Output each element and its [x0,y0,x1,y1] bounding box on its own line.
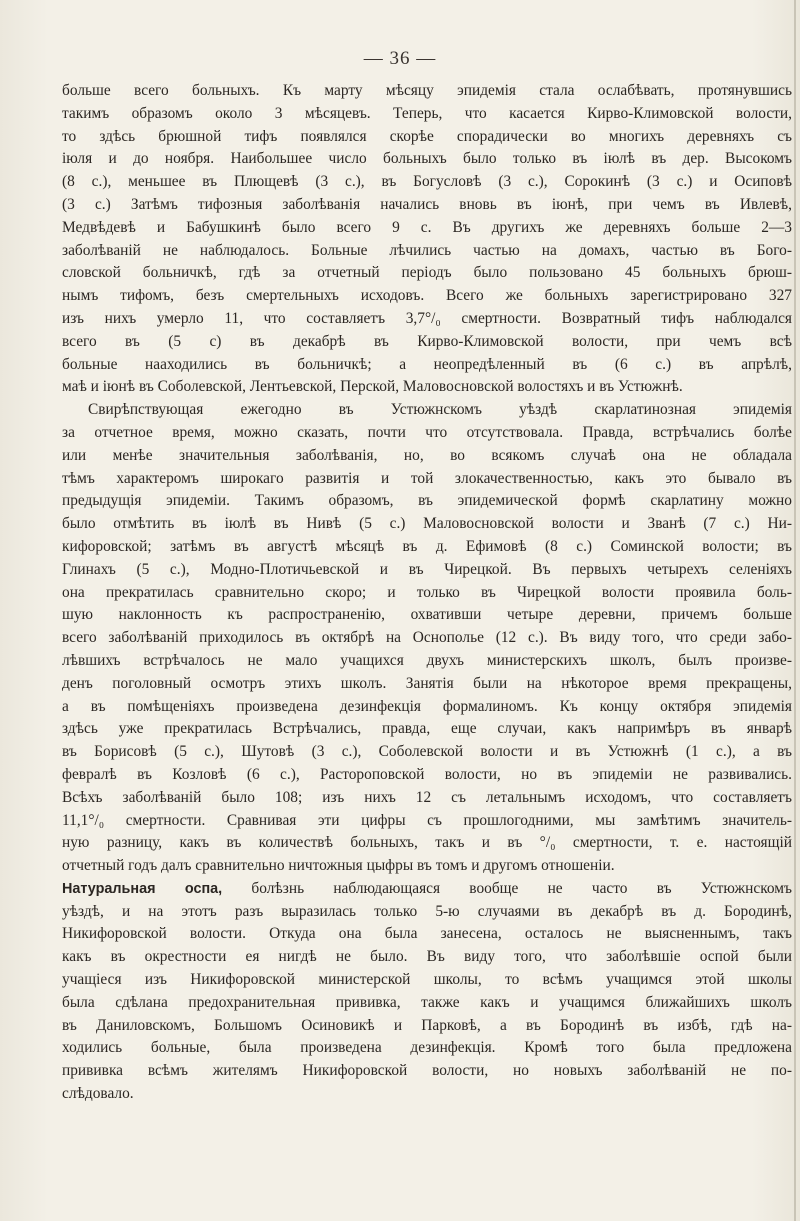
text-line: за отчетное время, можно сказать, почти что отсутствовала. Правда, встрѣчались болѣе [62,423,792,441]
text-line: такимъ образомъ около 3 мѣсяцевъ. Теперь, что касается Кирво-Климовской волости, [62,104,792,122]
text-line: Глинахъ (5 с.), Модно-Плотичьевской и въ Чирецкой. Въ первыхъ четырехъ селеніяхъ [62,560,792,578]
smallpox-paragraph-first-line [62,878,792,901]
text-line: а въ помѣщеніяхъ произведена дезинфекція формалиномъ. Къ концу октября эпидемія [62,697,792,715]
text-line: учащіеся изъ Никифоровской министерской школы, то всѣмъ учащимся этой школы [62,971,792,989]
text-line: Медвѣдевѣ и Бабушкинѣ было всего 9 с. Въ другихъ же деревняхъ больше 2—3 [62,218,792,236]
text-line: Всѣхъ заболѣваній было 108; изъ нихъ 12 съ летальнымъ исходомъ, что составляетъ [62,788,792,806]
text-line: ную разницу, какъ въ количествѣ больныхъ, такъ и въ °/₀ смертности, т. е. настоящій [62,834,792,852]
text-line: (8 с.), меньшее въ Плющевѣ (3 с.), въ Богусловѣ (3 с.), Сорокинѣ (3 с.) и Осиповѣ [62,173,792,191]
text-line: заболѣваній не наблюдалось. Больные лѣчились частью на домахъ, частью въ Бого- [62,241,792,259]
text-line: словской больничкѣ, гдѣ за отчетный періодъ было пользовано 45 больныхъ брюш- [62,264,792,282]
text-line: шую наклонность къ распространенію, охвативши четыре деревни, причемъ больше [62,606,792,624]
text-line: больные наaходились въ больничкѣ; а неопредѣленный въ (6 с.) въ апрѣлѣ, [62,355,792,373]
text-line: отчетный годъ далъ сравнительно ничтожныя цыфры въ томъ и другомъ отношеніи. [62,857,615,875]
text-line: была сдѣлана предохранительная прививка, также какъ и учащимся ближайшихъ школъ [62,993,792,1011]
text-line-continuation: болѣзнь наблюдающаяся вообще не часто въ Устюжнскомъ [251,879,792,897]
text-line: тѣмъ характеромъ широкаго развитія и той злокачественностью, какъ это бывало въ [62,469,792,487]
body-text [62,80,792,1106]
section-run-in-heading: Натуральная оспа, [62,880,223,897]
text-line: или менѣе значительныя заболѣванія, но, во всякомъ случаѣ она не обладала [62,446,792,464]
text-line: изъ нихъ умерло 11, что составляетъ 3,7°/₀ смертности. Возвратный тифъ наблюдался [62,309,792,327]
page-number: — 36 — [363,48,437,69]
text-line: то здѣсь брюшной тифъ появлялся скорѣе спорадически во многихъ деревняхъ съ [62,127,792,145]
text-line: она прекратилась сравнительно скоро; и только въ Чирецкой волости проявила боль- [62,583,792,601]
text-line: нымъ тифомъ, безъ смертельныхъ исходовъ. Всего же больныхъ зарегистрировано 327 [62,287,792,305]
page-edge-line [794,0,796,1221]
text-line: предыдущія эпидеміи. Такимъ образомъ, въ эпидемической формѣ скарлатину можно [62,492,792,510]
text-line: прививка всѣмъ жителямъ Никифоровской волости, но новыхъ заболѣваній не по- [62,1062,792,1080]
text-line: всего въ (5 с) въ декабрѣ въ Кирво-Климовской волости, при чемъ всѣ [62,332,792,350]
text-line: больше всего больныхъ. Къ марту мѣсяцу эпидемія стала ослабѣвать, протянувшись [62,82,792,99]
text-line: какъ въ окрестности ея нигдѣ не было. Въ виду того, что заболѣвшіе оспой были [62,948,792,966]
text-line: Никифоровской волости. Откуда она была занесена, осталось не выясненнымъ, такъ [62,925,792,943]
text-line: (3 с.) Затѣмъ тифозныя заболѣванія начались вновь въ іюнѣ, при чемъ въ Ивлевѣ, [62,195,792,213]
text-line: іюля и до ноября. Наибольшее число больныхъ было только въ іюлѣ въ дер. Высокомъ [62,150,792,168]
text-line: уѣздѣ, и на этотъ разъ выразилась только 5-ю случаями въ декабрѣ въ д. Бородинѣ, [62,902,792,920]
text-line: въ Даниловскомъ, Большомъ Осиновикѣ и Парковѣ, а въ Бородинѣ въ избѣ, гдѣ на- [62,1016,792,1034]
text-line: въ Борисовѣ (5 с.), Шутовѣ (3 с.), Соболевской волости и въ Устюжнѣ (1 с.), а въ [62,743,792,761]
text-line: маѣ и іюнѣ въ Соболевской, Лентьевской, Перской, Маловосновской волостяхъ и въ Устюжнѣ. [62,378,683,396]
text-line: слѣдовало. [62,1085,134,1103]
text-line: ходились больные, была произведена дезинфекція. Кромѣ того была предложена [62,1039,792,1057]
text-line: было отмѣтить въ іюлѣ въ Нивѣ (5 с.) Маловосновской волости и Званѣ (7 с.) Ни- [62,515,792,533]
text-line: 11,1°/₀ смертности. Сравнивая эти цифры съ прошлогодними, мы замѣтимъ значитель- [62,811,792,829]
text-line: февралѣ въ Козловѣ (6 с.), Растороповской волости, но въ эпидеміи не развивались. [62,765,792,783]
text-line: здѣсь уже прекратилась Встрѣчались, правда, еще случаи, какъ напримѣръ въ январѣ [62,720,792,738]
text-line: кифоровской; затѣмъ въ августѣ мѣсяцѣ въ д. Ефимовѣ (8 с.) Соминской волости; въ [62,537,792,555]
text-line: денъ поголовный осмотръ этихъ школъ. Занятія были на нѣкоторое время прекращены, [62,674,792,692]
text-line: Свирѣпствующая ежегодно въ Устюжнскомъ уѣздѣ скарлатинозная эпидемія [88,401,792,419]
text-line: всего заболѣваній приходилось въ октябрѣ на Оснополье (12 с.). Въ виду того, что среди забо- [62,629,792,647]
text-line: лѣвшихъ встрѣчалось не мало учащихся двухъ министерскихъ школъ, былъ произве- [62,651,792,669]
